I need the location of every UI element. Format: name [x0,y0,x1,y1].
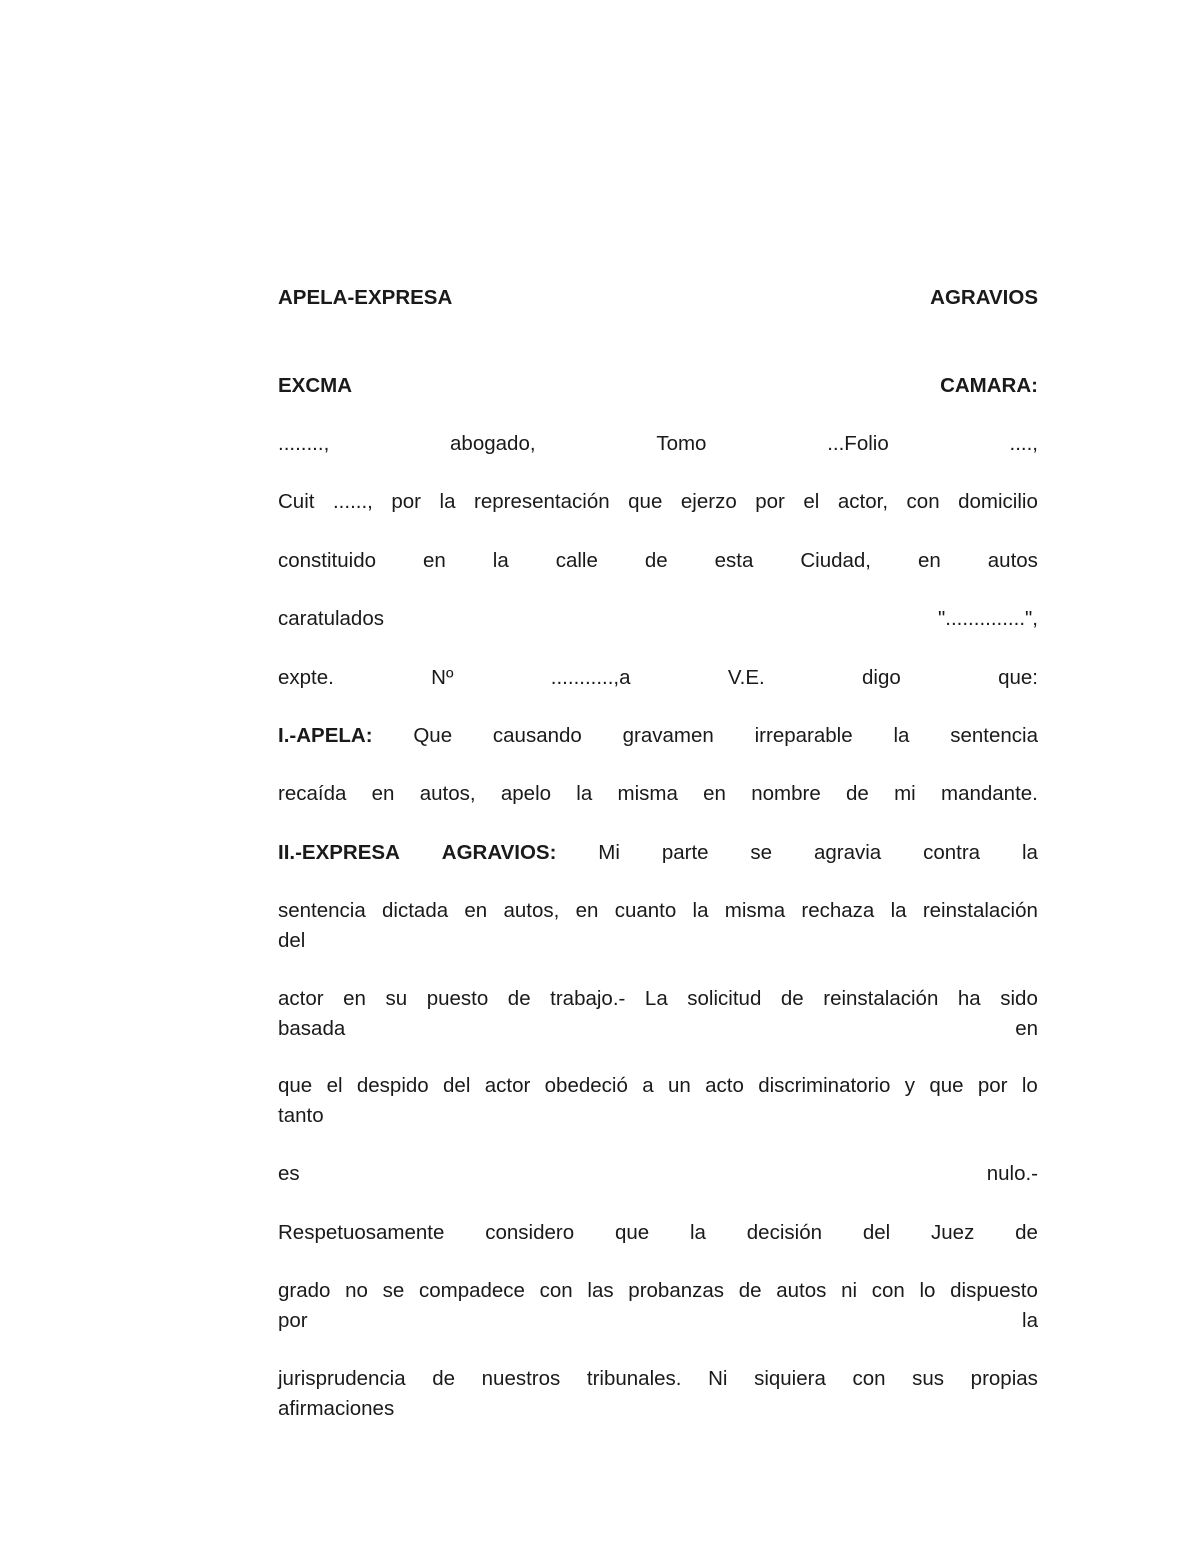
paragraph-line [278,429,1038,459]
word: reinstalación [922,899,1038,922]
word: ...., [1009,432,1038,455]
agravios-label-1: II.-EXPRESA [278,841,400,864]
word: discriminatorio [758,1074,891,1097]
word: la [890,899,907,922]
word: del [862,1221,891,1244]
word: probanzas [628,1279,725,1302]
paragraph-block [278,896,1038,956]
agravios-label-2: AGRAVIOS: [441,841,557,864]
word: que [278,1074,313,1097]
word: misma [724,899,786,922]
word: Juez [931,1221,975,1244]
word: reinstalación [823,987,939,1010]
paragraph-line [278,1101,1038,1131]
salutation [278,371,1038,401]
word: representación [474,490,610,513]
word: de [644,549,668,572]
word: por [755,490,785,513]
word: "..............", [938,607,1038,630]
word: siquiera [754,1367,826,1390]
word: por [977,1074,1008,1097]
word: por [278,1309,308,1332]
word: en [1015,1017,1038,1040]
word: dispuesto [950,1279,1038,1302]
word: Ni [708,1367,728,1390]
word: las [587,1279,614,1302]
word: abogado, [450,432,536,455]
paragraph-block [278,1276,1038,1336]
word: autos, [419,782,476,805]
word: de [780,987,804,1010]
word: afirmaciones [278,1397,395,1420]
word: la [1021,841,1038,864]
word: de [507,987,531,1010]
word: lo [1021,1074,1038,1097]
paragraph-line [278,1364,1038,1394]
paragraph-line [278,1394,1038,1424]
word: su [385,987,408,1010]
apela-label: I.-APELA: [278,724,373,747]
word: lo [919,1279,936,1302]
word: Mi [598,841,620,864]
word: ni [841,1279,858,1302]
word: considero [485,1221,575,1244]
word: acto [705,1074,744,1097]
word: en [917,549,941,572]
word: calle [555,549,598,572]
word: esta [714,549,754,572]
word: ha [957,987,981,1010]
word: basada [278,1017,346,1040]
word: por [391,490,422,513]
heading-right: AGRAVIOS [930,286,1038,309]
word: con [852,1367,886,1390]
word: caratulados [278,607,384,630]
word: trabajo.- [550,987,626,1010]
word: Ciudad, [800,549,872,572]
word: nulo.- [986,1162,1038,1185]
paragraph-line [278,1306,1038,1336]
word: un [667,1074,691,1097]
word: autos [776,1279,827,1302]
word: parte [661,841,709,864]
paragraph-block [278,1071,1038,1131]
word: grado [278,1279,331,1302]
word: nombre [751,782,821,805]
word: que [614,1221,650,1244]
word: de [1015,1221,1038,1244]
word: en [464,899,488,922]
salutation-left: EXCMA [278,374,353,397]
word: digo [862,666,901,689]
word: ......, [332,490,373,513]
word: apelo [500,782,552,805]
word: tribunales. [586,1367,682,1390]
document-heading [278,283,1038,313]
word: ejerzo [680,490,737,513]
word: mi [894,782,916,805]
word: expte. [278,666,334,689]
word: sentencia [278,899,366,922]
word: La [644,987,668,1010]
word: V.E. [727,666,765,689]
paragraph-line [278,1014,1038,1044]
word: actor [278,987,324,1010]
word: en [703,782,726,805]
heading-left: APELA-EXPRESA [278,286,453,309]
word: se [382,1279,405,1302]
word: que: [998,666,1038,689]
word: irreparable [754,724,853,747]
word: Respetuosamente [278,1221,445,1244]
word: Nº [431,666,454,689]
word: del [278,929,306,952]
word: que [628,490,663,513]
word: compadece [418,1279,525,1302]
word: con [539,1279,573,1302]
paragraph-block [278,1364,1038,1424]
word: agravia [813,841,882,864]
word: con [871,1279,905,1302]
paragraph-line [278,487,1038,517]
word: sentencia [950,724,1038,747]
paragraph-line [278,1159,1038,1189]
word: a [642,1074,654,1097]
word: la [492,549,509,572]
word: autos, [503,899,560,922]
word: el [326,1074,343,1097]
word: tanto [278,1104,324,1127]
paragraph-line [278,546,1038,576]
word: el [803,490,820,513]
word: causando [492,724,582,747]
word: la [692,899,709,922]
word: la [689,1221,706,1244]
word: que [929,1074,964,1097]
word: nuestros [481,1367,561,1390]
word: actor [484,1074,531,1097]
apela-section [278,721,1038,751]
word: en [343,987,366,1010]
word: sus [912,1367,945,1390]
word: de [738,1279,762,1302]
paragraph-line [278,984,1038,1014]
word: ........, [278,432,330,455]
word: jurisprudencia [278,1367,406,1390]
word: Que [413,724,453,747]
word: rechaza [801,899,875,922]
paragraph-line [278,896,1038,926]
word: actor, [837,490,889,513]
paragraph-line [278,779,1038,809]
word: la [439,490,456,513]
word: obedeció [544,1074,628,1097]
paragraph-line [278,604,1038,634]
word: no [345,1279,368,1302]
word: solicitud [687,987,762,1010]
word: de [846,782,869,805]
word: se [750,841,773,864]
paragraph-line [278,1276,1038,1306]
word: del [443,1074,471,1097]
word: la [1022,1309,1038,1332]
word: Tomo [656,432,707,455]
paragraph-line [278,926,1038,956]
word: despido [356,1074,429,1097]
word: recaída [278,782,347,805]
word: domicilio [958,490,1038,513]
paragraph-line [278,663,1038,693]
paragraph-line [278,1218,1038,1248]
salutation-right: CAMARA: [940,374,1038,397]
word: es [278,1162,300,1185]
word: en [371,782,395,805]
agravios-section [278,838,1038,868]
word: misma [617,782,678,805]
word: ...........,a [550,666,631,689]
word: autos [987,549,1038,572]
word: la [893,724,910,747]
word: la [576,782,593,805]
word: decisión [746,1221,822,1244]
word: cuanto [614,899,677,922]
word: ...Folio [827,432,889,455]
word: sido [1000,987,1038,1010]
word: y [904,1074,915,1097]
word: con [906,490,940,513]
word: gravamen [622,724,714,747]
word: en [575,899,599,922]
word: contra [923,841,981,864]
word: Cuit [278,490,315,513]
paragraph-block [278,984,1038,1044]
word: en [422,549,446,572]
paragraph-line [278,1071,1038,1101]
word: dictada [382,899,449,922]
word: mandante. [941,782,1038,805]
word: de [432,1367,456,1390]
word: propias [970,1367,1038,1390]
word: puesto [426,987,489,1010]
word: constituido [278,549,377,572]
